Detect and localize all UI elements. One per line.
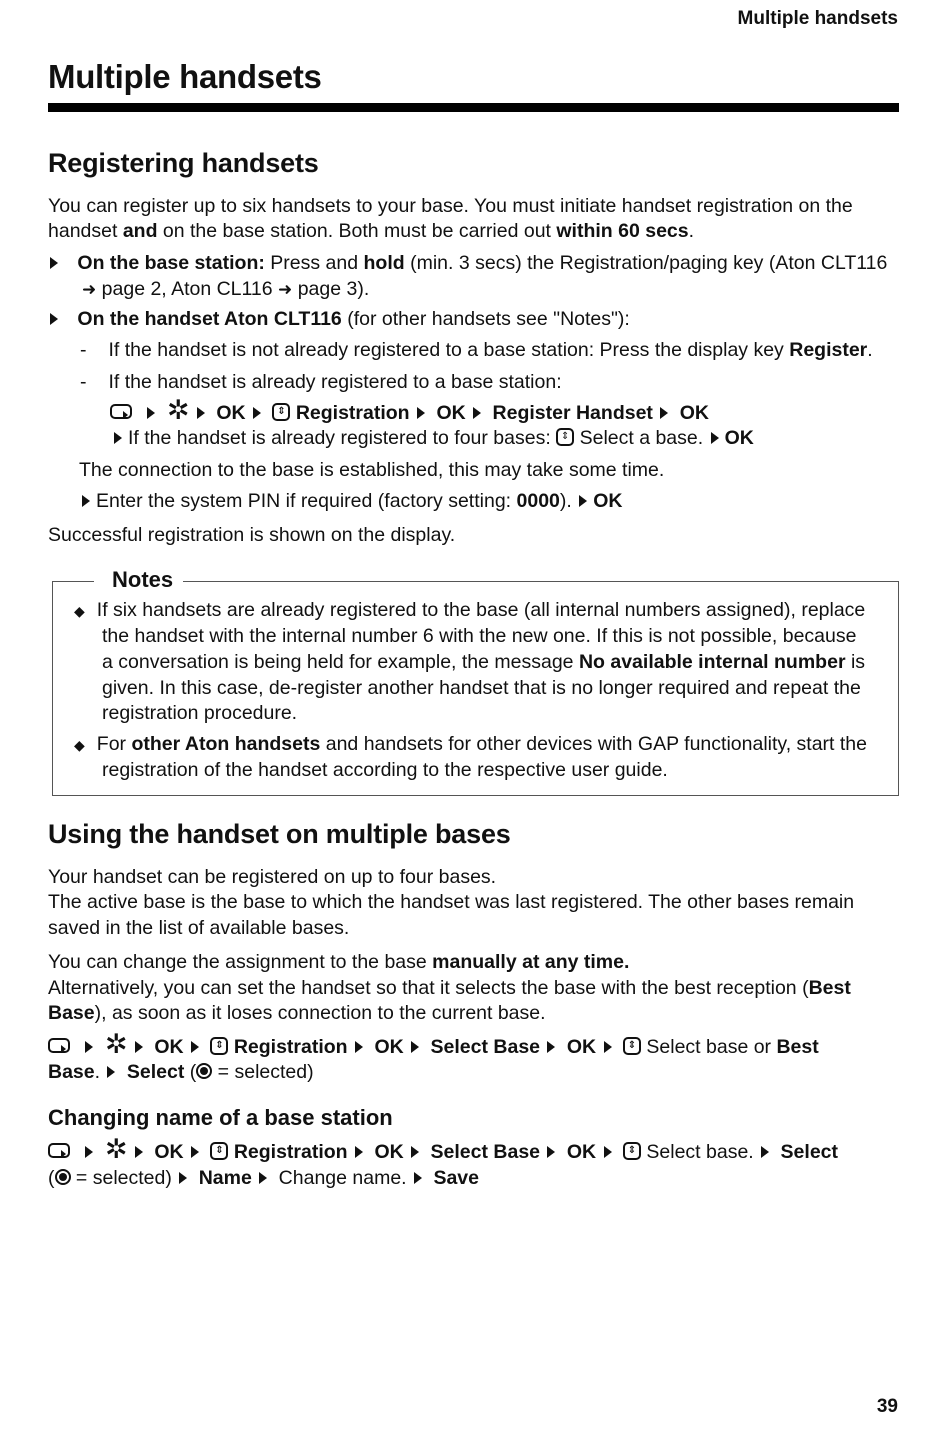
- note-1-line-5: registration procedure.: [102, 702, 298, 724]
- step-arrow-icon: [107, 1066, 115, 1078]
- step-arrow-icon: [114, 432, 122, 444]
- arrow-right-icon: ➜: [278, 280, 293, 300]
- step-arrow-icon: [417, 407, 425, 419]
- multi-p2-line-2: Alternatively, you can set the handset so that it selects the base with the best reception (Best: [48, 977, 851, 999]
- diamond-bullet-icon: ◆: [74, 738, 85, 754]
- step-arrow-icon: [604, 1041, 612, 1053]
- menu-sequence-rename-line2: ( = selected) Name Change name. Save: [48, 1167, 479, 1189]
- step-arrow-icon: [147, 407, 155, 419]
- arrow-right-icon: ➜: [82, 280, 97, 300]
- note-1-line-2: the handset with the internal number 6 with the new one. If this is not possible, because: [102, 625, 857, 647]
- diamond-bullet-icon: ◆: [74, 604, 85, 620]
- dash-item-1: - If the handset is not already registered to a base station: Press the display key Register.: [80, 339, 873, 361]
- radio-selected-icon: [55, 1169, 71, 1185]
- step-arrow-icon: [579, 495, 587, 507]
- bullet-handset: On the handset Aton CLT116 (for other handsets see "Notes"):: [48, 307, 630, 332]
- step-arrow-icon: [253, 407, 261, 419]
- step-arrow-icon: [135, 1041, 143, 1053]
- multi-p1-line-3: saved in the list of available bases.: [48, 917, 350, 939]
- intro-line-1: You can register up to six handsets to your base. You must initiate handset registration on the: [48, 195, 853, 217]
- intro-line-2: handset and on the base station. Both must be carried out within 60 secs.: [48, 220, 695, 242]
- step-arrow-icon: [761, 1146, 769, 1158]
- step-arrow-icon: [660, 407, 668, 419]
- multi-p2-line-1: You can change the assignment to the base manually at any time.: [48, 951, 630, 973]
- bullet-triangle-icon: [50, 257, 58, 269]
- nav-key-icon: ⇕: [556, 428, 574, 446]
- four-bases-line: If the handset is already registered to four bases: ⇕ Select a base. OK: [112, 426, 754, 451]
- notes-title: Notes: [94, 567, 183, 593]
- step-arrow-icon: [355, 1041, 363, 1053]
- pin-line: Enter the system PIN if required (factory setting: 0000). OK: [80, 489, 622, 514]
- dash-item-2: - If the handset is already registered to a base station:: [80, 371, 562, 393]
- menu-sequence-rename: ✲ OK ⇕ Registration OK Select Base OK ⇕ Select base. Select: [48, 1140, 838, 1165]
- subheading-rename: Changing name of a base station: [48, 1105, 393, 1130]
- menu-sequence-select-base: ✲ OK ⇕ Registration OK Select Base OK ⇕ Select base or Best: [48, 1035, 819, 1060]
- note-2-line-1: ◆ For other Aton handsets and handsets for other devices with GAP functionality, start the: [74, 733, 867, 755]
- running-header: Multiple handsets: [737, 8, 898, 29]
- step-arrow-icon: [355, 1146, 363, 1158]
- step-arrow-icon: [135, 1146, 143, 1158]
- bullet-base-station-line2: ➜ page 2, Aton CL116 ➜ page 3).: [82, 278, 370, 300]
- menu-key-icon: [110, 404, 132, 419]
- connection-text: The connection to the base is established, this may take some time.: [79, 459, 665, 481]
- nav-key-icon: ⇕: [272, 403, 290, 421]
- menu-key-icon: [48, 1038, 70, 1053]
- menu-key-icon: [48, 1143, 70, 1158]
- page-title: Multiple handsets: [48, 58, 322, 95]
- settings-gear-icon: ✲: [104, 1028, 128, 1060]
- step-arrow-icon: [547, 1041, 555, 1053]
- success-text: Successful registration is shown on the display.: [48, 524, 456, 546]
- note-2-line-2: registration of the handset according to the respective user guide.: [102, 759, 668, 781]
- step-arrow-icon: [473, 407, 481, 419]
- title-rule: [48, 103, 899, 112]
- multi-p1-line-2: The active base is the base to which the handset was last registered. The other bases remain: [48, 891, 855, 913]
- step-arrow-icon: [604, 1146, 612, 1158]
- nav-key-icon: ⇕: [623, 1142, 641, 1160]
- step-arrow-icon: [547, 1146, 555, 1158]
- page-number: 39: [876, 1396, 898, 1417]
- step-arrow-icon: [82, 495, 90, 507]
- radio-selected-icon: [196, 1063, 212, 1079]
- step-arrow-icon: [191, 1146, 199, 1158]
- bullet-base-station: On the base station: Press and hold (min. 3 secs) the Registration/paging key (Aton CLT116: [48, 251, 887, 276]
- step-arrow-icon: [411, 1041, 419, 1053]
- note-1-line-3: a conversation is being held for example, the message No available internal number is: [102, 651, 866, 673]
- nav-key-icon: ⇕: [210, 1142, 228, 1160]
- note-1-line-4: given. In this case, de-register another handset that is no longer required and repeat the: [102, 677, 861, 699]
- step-arrow-icon: [197, 407, 205, 419]
- settings-gear-icon: ✲: [166, 394, 190, 426]
- step-arrow-icon: [85, 1041, 93, 1053]
- step-arrow-icon: [259, 1172, 267, 1184]
- step-arrow-icon: [191, 1041, 199, 1053]
- section-heading-multiple-bases: Using the handset on multiple bases: [48, 819, 511, 849]
- menu-sequence-select-base-line2: Base. Select ( = selected): [48, 1061, 314, 1083]
- section-heading-registering: Registering handsets: [48, 148, 319, 178]
- multi-p2-line-3: Base), as soon as it loses connection to the current base.: [48, 1002, 546, 1024]
- step-arrow-icon: [711, 432, 719, 444]
- settings-gear-icon: ✲: [104, 1133, 128, 1165]
- step-arrow-icon: [414, 1172, 422, 1184]
- multi-p1-line-1: Your handset can be registered on up to four bases.: [48, 866, 497, 888]
- nav-key-icon: ⇕: [623, 1037, 641, 1055]
- nav-key-icon: ⇕: [210, 1037, 228, 1055]
- step-arrow-icon: [411, 1146, 419, 1158]
- step-arrow-icon: [85, 1146, 93, 1158]
- note-1-line-1: ◆ If six handsets are already registered to the base (all internal numbers assigned), replace: [74, 599, 866, 621]
- bullet-triangle-icon: [50, 313, 58, 325]
- menu-sequence-register: ✲ OK ⇕ Registration OK Register Handset OK: [110, 401, 709, 426]
- step-arrow-icon: [179, 1172, 187, 1184]
